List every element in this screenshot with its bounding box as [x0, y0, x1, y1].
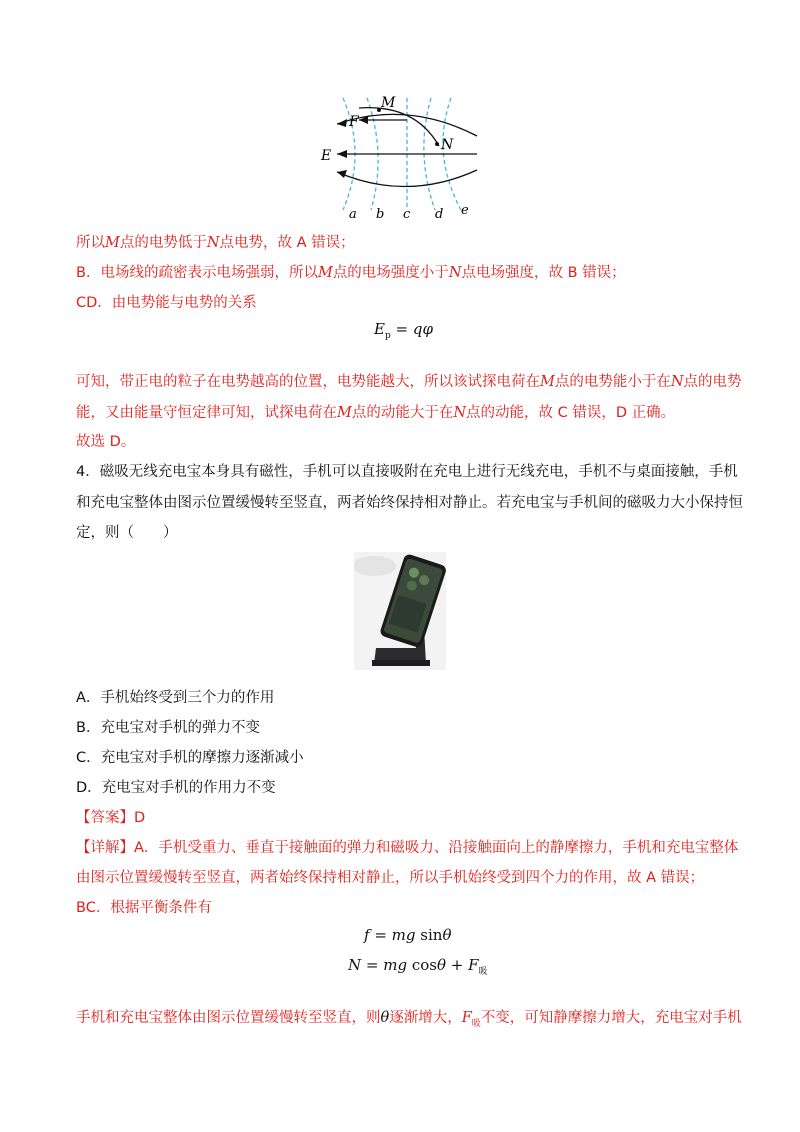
var-F: F [461, 1010, 472, 1026]
formula-eq: = [390, 320, 413, 338]
detail-line-last [76, 1008, 742, 1034]
option-c: C．充电宝对手机的摩擦力逐渐减小 [76, 750, 304, 766]
q3-line-6: 故选 D。 [76, 434, 136, 450]
formula-normal-force [348, 956, 488, 977]
option-a: A．手机始终受到三个力的作用 [76, 690, 275, 706]
text-segment: 点的电势低于 [119, 235, 207, 251]
formula-cos: cos [411, 956, 437, 974]
text-segment: 点的电场强度小于 [332, 265, 449, 281]
text-segment: 点的电势 [683, 374, 742, 390]
point-N [435, 142, 439, 146]
var-M: M [337, 405, 352, 421]
formula-plus: + [446, 956, 469, 974]
var-M: M [317, 265, 333, 281]
formula-phi: φ [422, 320, 433, 338]
formula-eq: = [369, 926, 392, 944]
option-d: D．充电宝对手机的作用力不变 [76, 780, 276, 796]
text-segment: 点电势，故 A 错误； [219, 235, 355, 251]
field-lines-figure [315, 92, 495, 222]
var-N: N [206, 235, 220, 251]
detail-line-3: BC．根据平衡条件有 [76, 900, 212, 916]
label-a: a [349, 207, 357, 222]
label-F: F [349, 114, 359, 130]
q3-line-3: CD．由电势能与电势的关系 [76, 295, 257, 311]
label-e: e [461, 203, 469, 218]
detail-line-2: 由图示位置缓慢转至竖直，两者始终保持相对静止，所以手机始终受到四个力的作用，故 A 错误； [76, 870, 705, 886]
sub-xi: 吸 [471, 1018, 481, 1029]
formula-E: E [374, 320, 385, 338]
phone-charger-photo [354, 552, 446, 670]
text-segment: 点的动能，故 C 错误，D 正确。 [466, 405, 676, 421]
formula-f: f [364, 926, 370, 944]
formula-sub-p: p [384, 331, 391, 341]
text-segment: 点电场强度，故 B 错误； [461, 265, 626, 281]
formula-theta: θ [442, 926, 452, 944]
q3-line-4 [76, 372, 742, 392]
label-d: d [435, 207, 444, 222]
q3-line-5 [76, 403, 675, 423]
label-M: M [381, 95, 396, 111]
text-segment: 点的动能大于在 [351, 405, 454, 421]
text-segment: 手机和充电宝整体由图示位置缓慢转至竖直，则 [76, 1010, 381, 1026]
label-N: N [441, 137, 454, 153]
text-segment: 能，又由能量守恒定律可知，试探电荷在 [76, 405, 337, 421]
label-b: b [376, 207, 385, 222]
formula-theta: θ [436, 956, 447, 974]
text-segment: 不变，可知静摩擦力增大，充电宝对手机 [480, 1010, 742, 1026]
var-M: M [540, 374, 555, 390]
label-E: E [321, 148, 332, 164]
formula-friction [364, 926, 451, 944]
q3-line-2 [76, 263, 626, 283]
option-b: B．充电宝对手机的弹力不变 [76, 720, 260, 736]
q4-stem-1: 4．磁吸无线充电宝本身具有磁性，手机可以直接吸附在充电上进行无线充电，手机不与桌面接触，手机 [76, 464, 738, 480]
formula-mg: mg [383, 956, 408, 974]
text-segment: 所以 [76, 235, 105, 251]
text-segment: 逐渐增大， [389, 1010, 462, 1026]
answer-line: 【答案】D [76, 810, 146, 826]
q4-stem-2: 和充电宝整体由图示位置缓慢转至竖直，两者始终保持相对静止。若充电宝与手机间的磁吸力大小保持恒 [76, 495, 743, 511]
formula-sub-xi: 吸 [478, 967, 488, 977]
formula-N: N [348, 956, 362, 974]
var-theta: θ [380, 1010, 390, 1026]
var-N: N [448, 265, 462, 281]
label-c: c [403, 207, 411, 222]
formula-eq: = [361, 956, 384, 974]
formula-potential-energy [374, 320, 433, 341]
q4-stem-3: 定，则（ ） [76, 525, 178, 541]
formula-q: q [412, 320, 423, 338]
arrowhead-middle [337, 150, 347, 158]
text-segment: 点的电势能小于在 [554, 374, 671, 390]
formula-sin: sin [420, 926, 443, 944]
detail-line-1: 【详解】A．手机受重力、垂直于接触面的弹力和磁吸力、沿接触面向上的静摩擦力，手机和充电宝整体 [76, 840, 739, 856]
formula-F: F [468, 956, 479, 974]
arrowhead-bottom [337, 170, 347, 178]
var-M: M [105, 235, 120, 251]
text-segment: B．电场线的疏密表示电场强弱，所以 [76, 265, 318, 281]
q3-line-1 [76, 233, 355, 253]
phone-charger-image [354, 552, 446, 670]
formula-mg: mg [391, 926, 416, 944]
var-N: N [453, 405, 467, 421]
text-segment: 可知，带正电的粒子在电势越高的位置，电势能越大，所以该试探电荷在 [76, 374, 540, 390]
var-N: N [670, 374, 684, 390]
electric-field-diagram [315, 92, 495, 222]
